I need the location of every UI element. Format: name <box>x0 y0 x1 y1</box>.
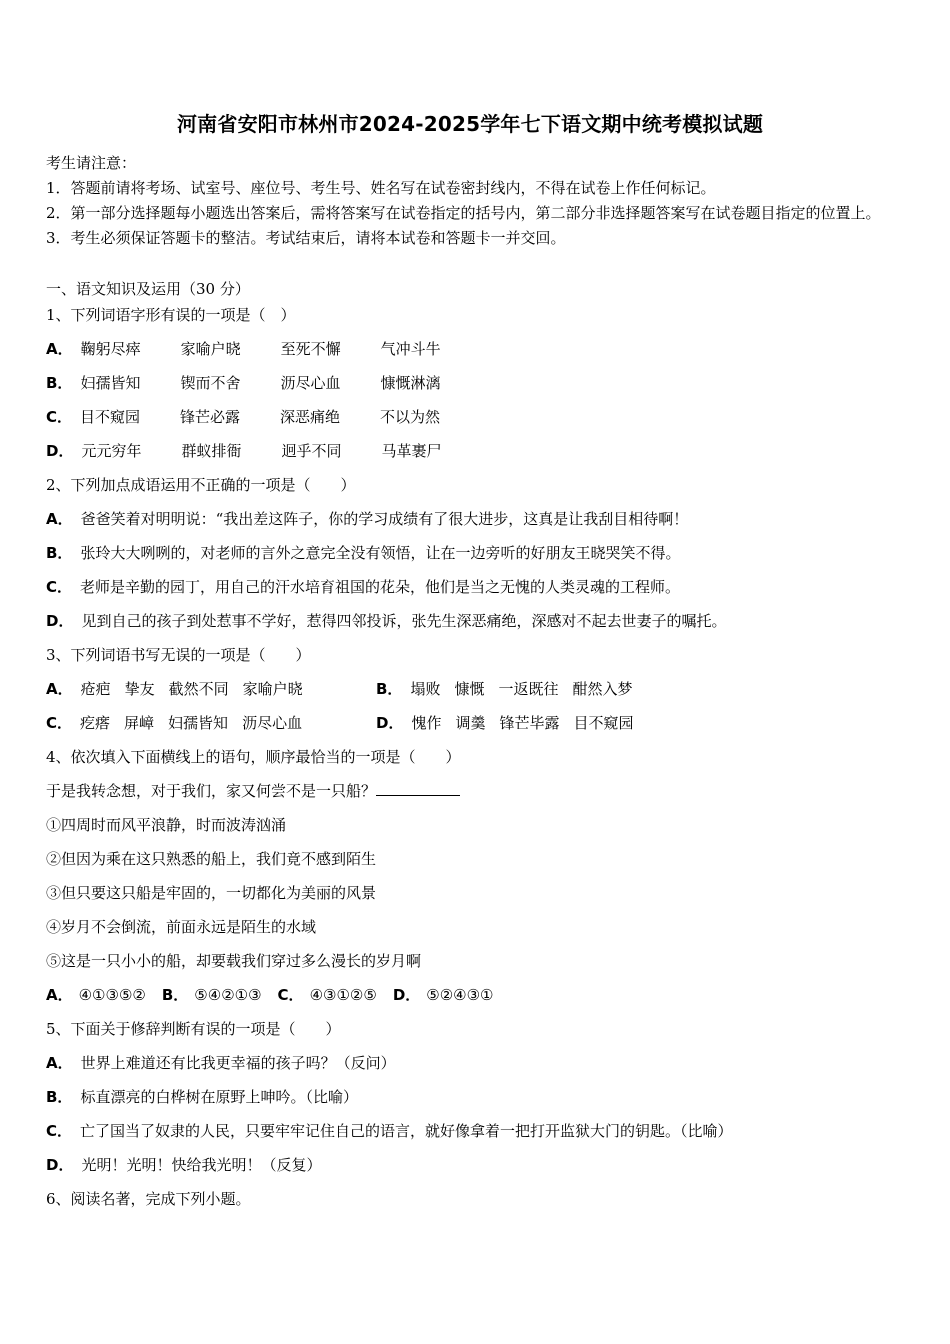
question-3-stem: 3、下列词语书写无误的一项是（ ） <box>46 646 311 664</box>
q2-option-a <box>46 507 894 532</box>
option-word: 挚友 <box>124 680 155 698</box>
option-text: 亡了国当了奴隶的人民，只要牢牢记住自己的语言，就好像拿着一把打开监狱大门的钥匙。（比喻） <box>80 1122 733 1140</box>
notice-block <box>46 151 894 251</box>
page-title: 河南省安阳市林州市2024-2025学年七下语文期中统考模拟试题 <box>176 112 764 136</box>
option-text: ⑤②④③① <box>426 986 494 1004</box>
option-word: 疮疤 <box>80 680 111 698</box>
option-label: D． <box>376 714 404 732</box>
option-word: 目不窥园 <box>80 408 141 426</box>
q4-item: ③但只要这只船是牢固的，一切都化为美丽的风景 <box>46 884 377 902</box>
option-text: 世界上难道还有比我更幸福的孩子吗？（反问） <box>80 1054 396 1072</box>
option-word: 愧作 <box>411 714 442 732</box>
option-label: A． <box>46 510 73 528</box>
option-word: 妇孺皆知 <box>168 714 229 732</box>
option-word: 群蚁排衙 <box>181 442 242 460</box>
option-label: A． <box>46 680 73 698</box>
option-label: D． <box>392 986 421 1004</box>
q5-option-d <box>46 1153 894 1178</box>
option-word: 屏嶂 <box>124 714 155 732</box>
option-label: B． <box>46 544 73 562</box>
option-word: 锋芒必露 <box>180 408 241 426</box>
option-label: D． <box>46 612 74 630</box>
option-word: 截然不同 <box>168 680 229 698</box>
q4-item: ①四周时而风平浪静，时而波涛汹涌 <box>46 816 287 834</box>
q4-choice-a <box>46 983 146 1008</box>
notice-item: 2．第一部分选择题每小题选出答案后，需将答案写在试卷指定的括号内，第二部分非选择题答案写在试卷题目指定的位置上。 <box>46 204 881 222</box>
q5-option-c <box>46 1119 894 1144</box>
q1-option-b <box>46 371 894 396</box>
option-text: 张玲大大咧咧的，对老师的言外之意完全没有领悟，让在一边旁听的好朋友王晓哭笑不得。 <box>80 544 681 562</box>
option-word: 慷慨 <box>454 680 485 698</box>
option-label: A． <box>46 1054 73 1072</box>
q5-option-b <box>46 1085 894 1110</box>
q2-option-b <box>46 541 894 566</box>
option-word: 至死不懈 <box>280 340 341 358</box>
q3-options-row-2 <box>46 711 894 736</box>
option-word: 目不窥园 <box>573 714 634 732</box>
option-text: ④③①②⑤ <box>309 986 377 1004</box>
option-word: 马革裹尸 <box>381 442 442 460</box>
q1-option-a <box>46 337 894 362</box>
notice-item: 1．答题前请将考场、试室号、座位号、考生号、姓名写在试卷密封线内，不得在试卷上作任何标记。 <box>46 179 716 197</box>
q4-choice-c <box>278 983 377 1008</box>
option-word: 元元穷年 <box>81 442 142 460</box>
option-label: C． <box>46 714 73 732</box>
q1-option-d <box>46 439 894 464</box>
q3-option-a <box>46 677 376 702</box>
option-text: 老师是辛勤的园丁，用自己的汗水培育祖国的花朵，他们是当之无愧的人类灵魂的工程师。 <box>80 578 681 596</box>
q3-option-d <box>376 714 648 732</box>
notice-item: 3．考生必须保证答题卡的整洁。考试结束后，请将本试卷和答题卡一并交回。 <box>46 229 566 247</box>
q4-choice-d <box>393 983 494 1008</box>
option-word: 家喻户晓 <box>242 680 303 698</box>
option-label: C． <box>46 578 73 596</box>
option-word: 沥尽心血 <box>280 374 341 392</box>
q4-choices <box>46 983 894 1008</box>
option-word: 塌败 <box>410 680 441 698</box>
option-word: 锲而不舍 <box>180 374 241 392</box>
option-word: 一返既往 <box>498 680 559 698</box>
option-word: 妇孺皆知 <box>80 374 141 392</box>
option-label: B． <box>376 680 403 698</box>
option-label: B． <box>46 1088 73 1106</box>
option-text: 见到自己的孩子到处惹事不学好，惹得四邻投诉，张先生深恶痛绝，深感对不起去世妻子的嘱托。 <box>81 612 727 630</box>
option-text: ⑤④②①③ <box>194 986 262 1004</box>
option-label: D． <box>46 442 74 460</box>
notice-heading: 考生请注意： <box>46 154 137 172</box>
q4-item: ⑤这是一只小小的船，却要载我们穿过多么漫长的岁月啊 <box>46 952 422 970</box>
question-4-stem: 4、依次填入下面横线上的语句，顺序最恰当的一项是（ ） <box>46 748 461 766</box>
option-text: 爸爸笑着对明明说：“我出差这阵子，你的学习成绩有了很大进步，这真是让我刮目相待啊！ <box>80 510 689 528</box>
option-word: 不以为然 <box>380 408 441 426</box>
option-word: 慷慨淋漓 <box>380 374 441 392</box>
option-label: D． <box>46 1156 74 1174</box>
option-label: C． <box>46 408 73 426</box>
q2-option-c <box>46 575 894 600</box>
q5-option-a <box>46 1051 894 1076</box>
option-label: B． <box>161 986 189 1004</box>
option-word: 气冲斗牛 <box>380 340 441 358</box>
q4-choice-b <box>162 983 262 1008</box>
question-6-stem: 6、阅读名著，完成下列小题。 <box>46 1190 251 1208</box>
option-word: 鞠躬尽瘁 <box>80 340 141 358</box>
option-text: 标直漂亮的白桦树在原野上呻吟。（比喻） <box>80 1088 358 1106</box>
option-word: 深恶痛绝 <box>280 408 341 426</box>
option-label: A． <box>46 986 73 1004</box>
option-word: 酣然入梦 <box>572 680 633 698</box>
answer-blank <box>376 781 460 796</box>
section-heading: 一、语文知识及运用（30 分） <box>46 280 250 298</box>
option-text: 光明！光明！快给我光明！（反复） <box>81 1156 322 1174</box>
option-word: 调羹 <box>455 714 486 732</box>
option-label: C． <box>277 986 304 1004</box>
option-label: B． <box>46 374 73 392</box>
q4-lead <box>46 779 894 804</box>
q2-option-d <box>46 609 894 634</box>
option-word: 家喻户晓 <box>180 340 241 358</box>
q3-option-c <box>46 711 376 736</box>
option-word: 迥乎不同 <box>281 442 342 460</box>
q4-item: ②但因为乘在这只熟悉的船上，我们竟不感到陌生 <box>46 850 377 868</box>
question-2-stem: 2、下列加点成语运用不正确的一项是（ ） <box>46 476 356 494</box>
q4-item: ④岁月不会倒流，前面永远是陌生的水域 <box>46 918 317 936</box>
option-label: C． <box>46 1122 73 1140</box>
question-5-stem: 5、下面关于修辞判断有误的一项是（ ） <box>46 1020 341 1038</box>
q1-option-c <box>46 405 894 430</box>
option-label: A． <box>46 340 73 358</box>
option-text: ④①③⑤② <box>78 986 146 1004</box>
q3-option-b <box>376 680 647 698</box>
q4-lead-text: 于是我转念想，对于我们，家又何尝不是一只船？ <box>46 782 377 800</box>
question-1-stem: 1、下列词语字形有误的一项是（ ） <box>46 306 296 324</box>
q3-options-row-1 <box>46 677 894 702</box>
option-word: 锋芒毕露 <box>499 714 560 732</box>
option-word: 疙瘩 <box>80 714 111 732</box>
option-word: 沥尽心血 <box>242 714 303 732</box>
